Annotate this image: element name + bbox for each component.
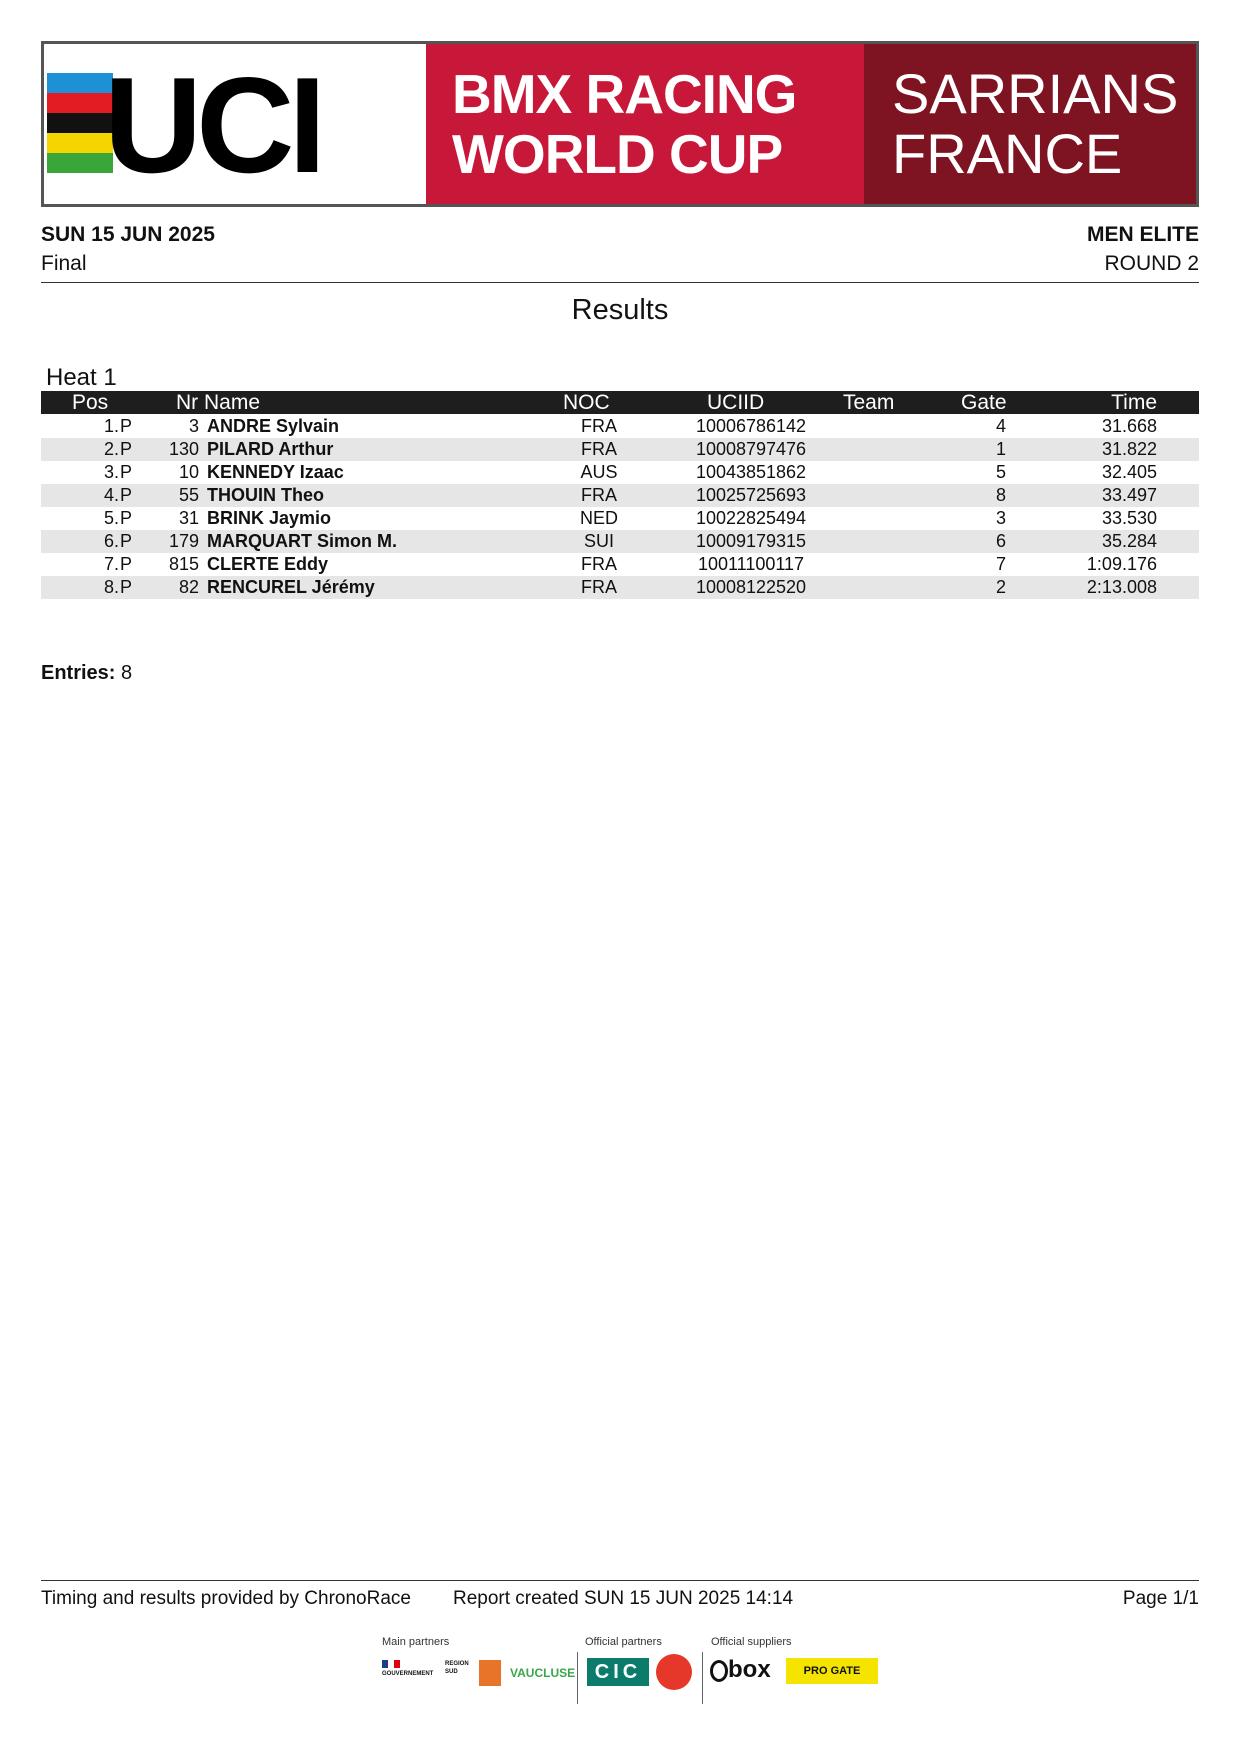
- suppliers-separator: [702, 1652, 703, 1704]
- row-name: PILARD Arthur: [207, 439, 334, 459]
- cic-logo: CIC: [587, 1658, 649, 1686]
- row-gate: 4: [995, 416, 1006, 436]
- event-name-line2: WORLD CUP: [452, 123, 783, 185]
- footer-report-created: Report created SUN 15 JUN 2025 14:14: [453, 1588, 794, 1609]
- col-team: Team: [843, 391, 895, 414]
- row-status: P: [120, 416, 133, 436]
- row-time: 32.405: [1101, 462, 1157, 482]
- row-status: P: [120, 439, 133, 459]
- official-suppliers-label: Official suppliers: [711, 1636, 792, 1648]
- main-partners-label: Main partners: [382, 1636, 450, 1648]
- row-noc: FRA: [581, 439, 617, 459]
- row-status: P: [120, 462, 133, 482]
- event-location-line1: SARRIANS: [892, 62, 1179, 125]
- event-name-block: [426, 44, 864, 204]
- row-pos: 1.: [103, 416, 119, 436]
- entries-count: 8: [121, 662, 133, 684]
- row-nr: 179: [168, 531, 199, 551]
- uci-logo-text: UCI: [104, 49, 321, 201]
- partners-separator: [577, 1652, 578, 1704]
- region-sud-emblem: [479, 1660, 501, 1686]
- row-uciid: 10008122520: [695, 577, 807, 597]
- row-noc: SUI: [583, 531, 614, 551]
- row-time: 33.497: [1101, 485, 1157, 505]
- event-name-line1: BMX RACING: [452, 63, 797, 125]
- box-text: box: [728, 1656, 771, 1683]
- table-row: [41, 415, 1199, 438]
- row-uciid: 10009179315: [695, 531, 807, 551]
- row-status: P: [120, 531, 133, 551]
- table-row: [41, 576, 1199, 599]
- row-uciid: 10006786142: [695, 416, 807, 436]
- row-noc: FRA: [581, 554, 617, 574]
- row-nr: 3: [188, 416, 199, 436]
- row-uciid: 10025725693: [695, 485, 807, 505]
- row-gate: 2: [995, 577, 1006, 597]
- row-uciid: 10022825494: [695, 508, 807, 528]
- row-name: MARQUART Simon M.: [207, 531, 397, 551]
- col-gate: Gate: [961, 391, 1007, 414]
- col-time: Time: [1111, 391, 1157, 414]
- row-uciid: 10043851862: [695, 462, 807, 482]
- vaucluse-logo: VAUCLUSE: [510, 1666, 576, 1680]
- uci-logo: [44, 44, 426, 204]
- row-noc: AUS: [580, 462, 618, 482]
- row-gate: 5: [995, 462, 1006, 482]
- row-pos: 6.: [103, 531, 119, 551]
- gouvernement-text: GOUVERNEMENT: [382, 1671, 434, 1677]
- race-category: MEN ELITE: [1086, 223, 1199, 246]
- row-uciid: 10011100117: [697, 554, 805, 574]
- header-divider: [41, 282, 1199, 283]
- heat-label: Heat 1: [46, 364, 117, 391]
- col-uciid: UCIID: [707, 391, 765, 414]
- row-nr: 815: [168, 554, 199, 574]
- footer-provider: Timing and results provided by ChronoRace: [41, 1588, 411, 1609]
- box-emblem-icon: [710, 1660, 728, 1682]
- event-location-block: [864, 44, 1196, 204]
- row-time: 31.822: [1101, 439, 1157, 459]
- row-nr: 55: [178, 485, 199, 505]
- row-name: ANDRE Sylvain: [207, 416, 340, 436]
- row-status: P: [120, 577, 133, 597]
- pro-gate-logo: PRO GATE: [786, 1658, 878, 1684]
- region-sud-text: REGION SUD: [445, 1661, 469, 1675]
- col-nr-name: Nr Name: [176, 391, 261, 414]
- row-gate: 1: [995, 439, 1006, 459]
- row-pos: 4.: [103, 485, 119, 505]
- footer-divider: [41, 1580, 1199, 1581]
- row-time: 31.668: [1101, 416, 1157, 436]
- row-nr: 82: [178, 577, 199, 597]
- race-date: SUN 15 JUN 2025: [41, 223, 215, 246]
- row-time: 35.284: [1101, 531, 1157, 551]
- row-gate: 8: [995, 485, 1006, 505]
- row-name: KENNEDY Izaac: [207, 462, 344, 482]
- row-status: P: [120, 554, 133, 574]
- table-row: [41, 507, 1199, 530]
- official-partners-label: Official partners: [585, 1636, 662, 1648]
- row-name: BRINK Jaymio: [207, 508, 332, 528]
- row-pos: 7.: [103, 554, 119, 574]
- row-noc: FRA: [581, 416, 617, 436]
- row-noc: NED: [579, 508, 618, 528]
- row-status: P: [120, 485, 133, 505]
- row-gate: 7: [995, 554, 1006, 574]
- row-time: 1:09.176: [1086, 554, 1157, 574]
- box-logo: [710, 1656, 780, 1686]
- row-pos: 2.: [103, 439, 119, 459]
- race-phase: Final: [41, 252, 87, 275]
- footer-page-number: Page 1/1: [1122, 1588, 1199, 1609]
- region-sud-logo: [445, 1660, 505, 1700]
- table-row: [41, 530, 1199, 553]
- row-pos: 3.: [103, 462, 119, 482]
- gouvernement-logo: [382, 1660, 438, 1700]
- race-round: ROUND 2: [1104, 252, 1199, 275]
- row-status: P: [120, 508, 133, 528]
- row-uciid: 10008797476: [695, 439, 807, 459]
- row-name: THOUIN Theo: [207, 485, 324, 505]
- entries-summary: [41, 662, 132, 685]
- results-table-header: [41, 391, 1199, 414]
- partners-strip: [380, 1636, 900, 1726]
- entries-label: Entries:: [41, 662, 116, 684]
- row-time: 33.530: [1101, 508, 1157, 528]
- row-time: 2:13.008: [1086, 577, 1157, 597]
- row-nr: 10: [178, 462, 199, 482]
- event-banner: [41, 41, 1199, 207]
- col-pos: Pos: [72, 391, 109, 414]
- row-pos: 5.: [103, 508, 119, 528]
- official-partner-round-logo: [656, 1654, 692, 1690]
- table-row: [41, 438, 1199, 461]
- page-title: Results: [571, 294, 669, 326]
- row-nr: 130: [168, 439, 199, 459]
- row-name: RENCUREL Jérémy: [207, 577, 375, 597]
- table-row: [41, 484, 1199, 507]
- row-pos: 8.: [103, 577, 119, 597]
- row-gate: 6: [995, 531, 1006, 551]
- table-row: [41, 461, 1199, 484]
- event-location-line2: FRANCE: [892, 122, 1123, 185]
- row-gate: 3: [995, 508, 1006, 528]
- col-noc: NOC: [563, 391, 610, 414]
- row-noc: FRA: [581, 577, 617, 597]
- table-row: [41, 553, 1199, 576]
- row-name: CLERTE Eddy: [207, 554, 329, 574]
- row-nr: 31: [178, 508, 199, 528]
- row-noc: FRA: [581, 485, 617, 505]
